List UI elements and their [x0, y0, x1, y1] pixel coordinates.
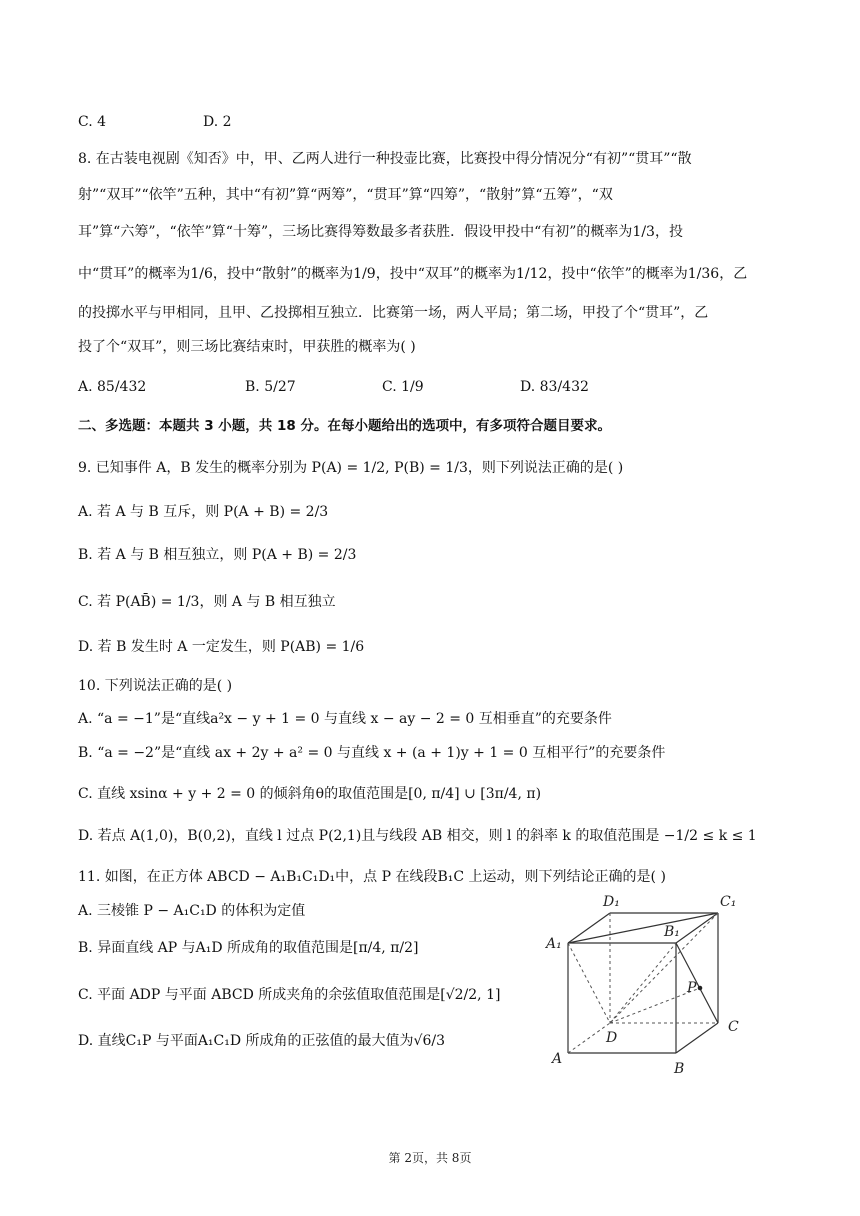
section-2-title: 二、多选题：本题共 3 小题，共 18 分。在每小题给出的选项中，有多项符合题目要求。 [78, 418, 611, 434]
q8-option-b: B. 5/27 [245, 379, 296, 395]
q8-option-d: D. 83/432 [520, 379, 589, 395]
q8-line-4: 中“贯耳”的概率为1/6，投中“散射”的概率为1/9，投中“双耳”的概率为1/12，投中“依竿”的概率为1/36，乙 [78, 266, 748, 282]
q8-line-2: 射”“双耳”“依竿”五种，其中“有初”算“两筹”，“贯耳”算“四筹”，“散射”算“五筹”，“双 [78, 187, 613, 203]
q8-option-a: A. 85/432 [78, 379, 147, 395]
label-d: D [606, 1030, 618, 1046]
label-b1: B₁ [664, 924, 680, 940]
q9-option-b: B. 若 A 与 B 相互独立，则 P(A + B) = 2/3 [78, 547, 357, 563]
label-a1: A₁ [546, 936, 562, 952]
q9-option-a: A. 若 A 与 B 互斥，则 P(A + B) = 2/3 [78, 504, 329, 520]
cube-diagram [540, 888, 770, 1078]
q11-stem: 11. 如图，在正方体 ABCD − A₁B₁C₁D₁中，点 P 在线段B₁C 上运动，则下列结论正确的是( ) [78, 869, 666, 885]
cube-figure [540, 888, 770, 1078]
q10-option-c: C. 直线 xsinα + y + 2 = 0 的倾斜角θ的取值范围是[0, π/4] ∪ [3π/4, π) [78, 786, 542, 802]
q8-line-1: 8. 在古装电视剧《知否》中，甲、乙两人进行一种投壶比赛，比赛投中得分情况分“有初”“贯耳”“散 [78, 151, 692, 167]
label-d1: D₁ [603, 894, 620, 910]
q10-stem: 10. 下列说法正确的是( ) [78, 678, 233, 694]
q8-line-6: 投了个“双耳”，则三场比赛结束时，甲获胜的概率为( ) [78, 339, 416, 355]
q8-line-5: 的投掷水平与甲相同，且甲、乙投掷相互独立．比赛第一场，两人平局；第二场，甲投了个“贯耳”，乙 [78, 305, 709, 321]
q9-stem: 9. 已知事件 A，B 发生的概率分别为 P(A) = 1/2, P(B) = 1/3，则下列说法正确的是( ) [78, 460, 624, 476]
label-c: C [728, 1019, 739, 1035]
q10-option-a: A. “a = −1”是“直线a²x − y + 1 = 0 与直线 x − ay − 2 = 0 互相垂直”的充要条件 [78, 711, 612, 727]
q8-option-c: C. 1/9 [382, 379, 424, 395]
q11-option-c: C. 平面 ADP 与平面 ABCD 所成夹角的余弦值取值范围是[√2/2, 1] [78, 987, 501, 1003]
q10-option-d: D. 若点 A(1,0)，B(0,2)，直线 l 过点 P(2,1)且与线段 AB 相交，则 l 的斜率 k 的取值范围是 −1/2 ≤ k ≤ 1 [78, 828, 757, 844]
label-a: A [552, 1051, 563, 1067]
q11-option-b: B. 异面直线 AP 与A₁D 所成角的取值范围是[π/4, π/2] [78, 940, 419, 956]
label-b: B [674, 1061, 685, 1077]
label-p: P [687, 980, 697, 996]
label-c1: C₁ [720, 894, 737, 910]
q7-option-d: D. 2 [203, 114, 232, 130]
q11-option-d: D. 直线C₁P 与平面A₁C₁D 所成角的正弦值的最大值为√6/3 [78, 1033, 445, 1049]
q9-option-d: D. 若 B 发生时 A 一定发生，则 P(AB) = 1/6 [78, 639, 365, 655]
q11-option-a: A. 三棱锥 P − A₁C₁D 的体积为定值 [78, 903, 306, 919]
q10-option-b: B. “a = −2”是“直线 ax + 2y + a² = 0 与直线 x + (a + 1)y + 1 = 0 互相平行”的充要条件 [78, 745, 666, 761]
page-footer: 第 2页，共 8页 [388, 1151, 472, 1165]
q7-option-c: C. 4 [78, 114, 107, 130]
q9-option-c: C. 若 P(AB̄) = 1/3，则 A 与 B 相互独立 [78, 594, 336, 610]
q8-line-3: 耳”算“六筹”，“依竿”算“十筹”，三场比赛得筹数最多者获胜．假设甲投中“有初”的概率为1/3，投 [78, 224, 683, 240]
